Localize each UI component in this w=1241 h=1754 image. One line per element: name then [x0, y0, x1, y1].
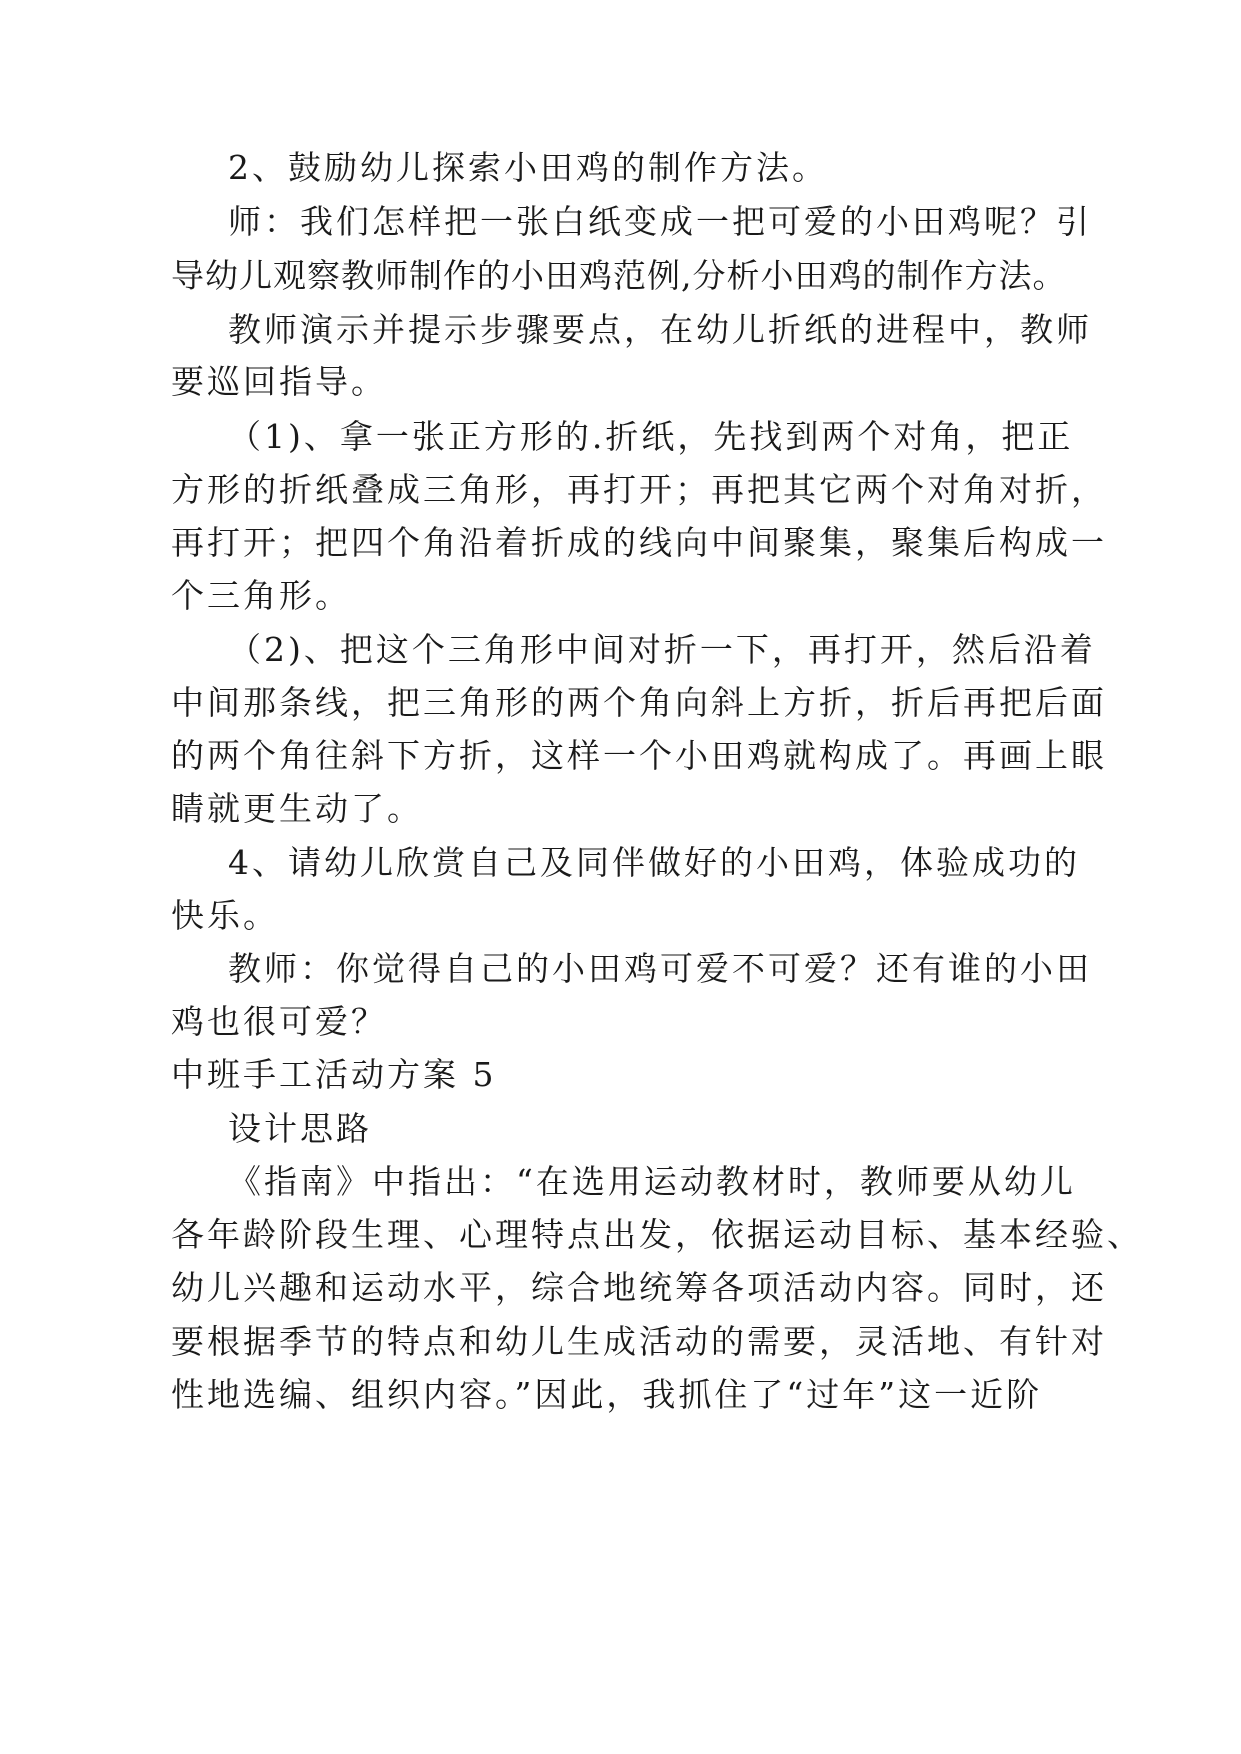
text-line: 教师：你觉得自己的小田鸡可爱不可爱？还有谁的小田	[228, 949, 1092, 988]
text-line: 要巡回指导。	[171, 362, 387, 401]
text-line: （2)、把这个三角形中间对折一下，再打开，然后沿着	[228, 630, 1096, 669]
text-line: 《指南》中指出：“在选用运动教材时，教师要从幼儿	[228, 1162, 1076, 1201]
text-line: 导幼儿观察教师制作的小田鸡范例,分析小田鸡的制作方法。	[171, 256, 1067, 295]
text-line: 2、鼓励幼儿探索小田鸡的制作方法。	[228, 148, 828, 187]
text-line: 的两个角往斜下方折，这样一个小田鸡就构成了。再画上眼	[171, 736, 1107, 775]
subheading: 设计思路	[228, 1109, 372, 1148]
text-line: 再打开；把四个角沿着折成的线向中间聚集，聚集后构成一	[171, 523, 1107, 562]
text-line: 方形的折纸叠成三角形，再打开；再把其它两个对角对折，	[171, 470, 1107, 509]
text-line: 性地选编、组织内容。”因此，我抓住了“过年”这一近阶	[171, 1375, 1043, 1414]
text-line: 鸡也很可爱？	[171, 1002, 387, 1041]
text-line: 幼儿兴趣和运动水平，综合地统筹各项活动内容。同时，还	[171, 1268, 1107, 1307]
text-line: 各年龄阶段生理、心理特点出发，依据运动目标、基本经验、	[171, 1215, 1143, 1254]
text-line: 睛就更生动了。	[171, 789, 423, 828]
text-line: 快乐。	[171, 896, 279, 935]
text-line: （1)、拿一张正方形的.折纸，先找到两个对角，把正	[228, 417, 1074, 456]
text-line: 个三角形。	[171, 576, 351, 615]
text-line: 要根据季节的特点和幼儿生成活动的需要，灵活地、有针对	[171, 1322, 1107, 1361]
text-line: 中间那条线，把三角形的两个角向斜上方折，折后再把后面	[171, 683, 1107, 722]
section-heading: 中班手工活动方案 5	[171, 1055, 497, 1094]
text-line: 教师演示并提示步骤要点，在幼儿折纸的进程中，教师	[228, 310, 1092, 349]
text-line: 师：我们怎样把一张白纸变成一把可爱的小田鸡呢？引	[228, 202, 1092, 241]
text-line: 4、请幼儿欣赏自己及同伴做好的小田鸡，体验成功的	[228, 843, 1080, 882]
